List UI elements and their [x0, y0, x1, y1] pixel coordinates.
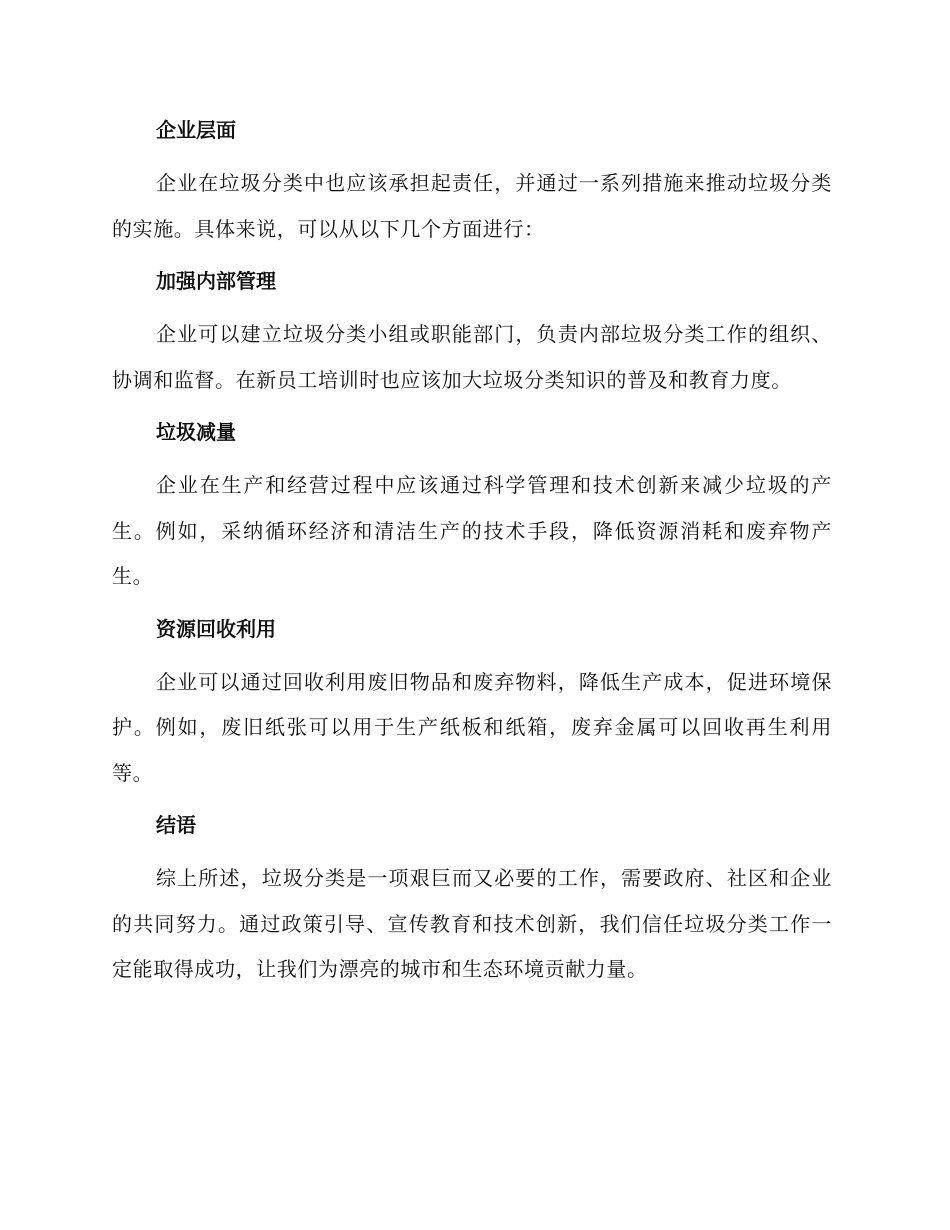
section-heading: 结语: [156, 813, 196, 837]
section-heading: 加强内部管理: [156, 269, 276, 293]
section-paragraph: 企业可以建立垃圾分类小组或职能部门，负责内部垃圾分类工作的组织、协调和监督。在新员工培训时也应该加大垃圾分类知识的普及和教育力度。: [112, 322, 832, 392]
section-paragraph: 综上所述，垃圾分类是一项艰巨而又必要的工作，需要政府、社区和企业的共同努力。通过政策引导、宣传教育和技术创新，我们信任垃圾分类工作一定能取得成功，让我们为漂亮的城市和生态环境贡献力量。: [112, 866, 832, 981]
section-waste-reduction: [112, 414, 832, 600]
section-paragraph: 企业在垃圾分类中也应该承担起责任，并通过一系列措施来推动垃圾分类的实施。具体来说，可以从以下几个方面进行：: [112, 171, 832, 241]
section-paragraph: 企业可以通过回收利用废旧物品和废弃物料，降低生产成本，促进环境保护。例如，废旧纸张可以用于生产纸板和纸箱，废弃金属可以回收再生利用等。: [112, 669, 832, 785]
section-paragraph: 企业在生产和经营过程中应该通过科学管理和技术创新来减少垃圾的产生。例如，采纳循环经济和清洁生产的技术手段，降低资源消耗和废弃物产生。: [112, 473, 832, 588]
section-heading: 企业层面: [156, 118, 236, 142]
section-heading: 资源回收利用: [156, 616, 276, 641]
section-conclusion: [112, 807, 832, 993]
section-internal-management: [112, 263, 832, 403]
section-enterprise-level: [112, 112, 832, 252]
section-resource-recycling: [112, 611, 832, 797]
section-heading: 垃圾减量: [156, 420, 236, 444]
document-page: [112, 112, 832, 1004]
